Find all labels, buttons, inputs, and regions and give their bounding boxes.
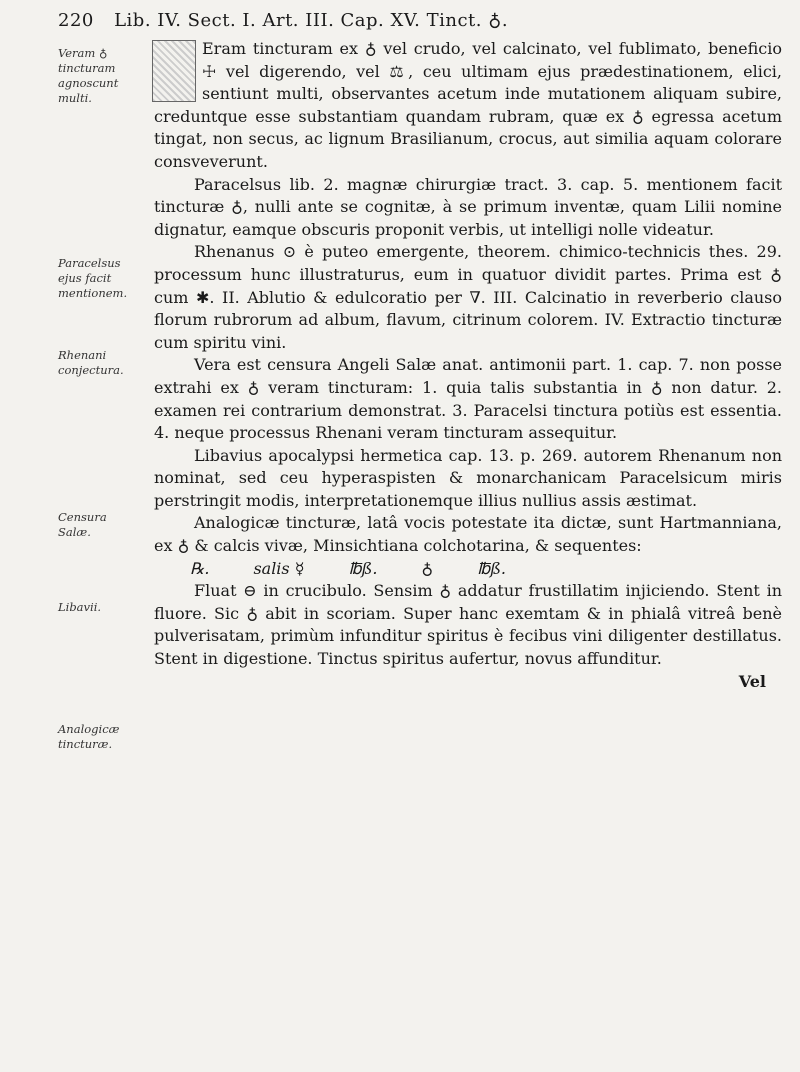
paragraph-veram: Eram tincturam ex ♁ vel crudo, vel calcinato, vel fublimato, beneficio ☩ vel digerendo, vel ⚖, ceu ultimam ejus prædestinationem, elici, sentiunt multi, observantes acetum inde mutationem aliquam subire, creduntque esse substantiam quandam rubram, quæ ex ♁ egressa acetum tingat, non secus, ac lignum Brasilianum, crocus, aut similia aquam colorare consveverunt. bbox=[154, 39, 782, 171]
recipe-quantity: ℔ß. bbox=[477, 558, 506, 578]
paragraph-censura: Vera est censura Angeli Salæ anat. antimonii part. 1. cap. 7. non posse extrahi ex ♁ veram tincturam: 1. quia talis substantia in ♁ non datur. 2. examen rei contrarium demonstrat. 3. Paracelsi tinctura potiùs est essentia. 4. neque processus Rhenani veram tincturam assequitur. bbox=[154, 355, 782, 443]
margin-note-analogicae: Analogicæ tincturæ. bbox=[58, 722, 120, 751]
recipe-sign: ℞. bbox=[190, 558, 210, 578]
margin-note-paracelsus: Paracelsus ejus facit mentionem. bbox=[58, 256, 128, 300]
margin-note-censura: Censura Salæ. bbox=[58, 510, 107, 539]
catchword: Vel bbox=[738, 671, 766, 691]
recipe-line bbox=[154, 558, 782, 581]
paragraph-rhenanus: Rhenanus ⊙ è puteo emergente, theorem. chimico-technicis thes. 29. processum hunc illustraturus, eum in quatuor dividit partes. Prima est ♁ cum ✱. II. Ablutio & edulcoratio per ∇. III. Calcinatio in reverberio clauso florum rubrorum ad album, flavum, citrinum colorem. IV. Extractio tincturæ cum spiritu vini. bbox=[154, 242, 782, 352]
recipe-ingredient: salis ☿ bbox=[253, 558, 305, 578]
running-head bbox=[58, 10, 738, 31]
decorated-initial bbox=[152, 40, 196, 102]
paragraph-analogicae: Analogicæ tincturæ, latâ vocis potestate ita dictæ, sunt Hartmanniana, ex ♁ & calcis vivæ, Minsichtiana colchotarina, & sequentes: bbox=[154, 513, 782, 556]
margin-note-veram: Veram ♁ tincturam agnoscunt multi. bbox=[58, 46, 119, 105]
paragraph-paracelsus: Paracelsus lib. 2. magnæ chirurgiæ tract. 3. cap. 5. mentionem facit tincturæ ♁, nulli ante se cognitæ, à se primum inventæ, quam Lilii nomine dignatur, eamque obscuris proponit verbis, ut intelligi nolle videatur. bbox=[154, 174, 782, 239]
recipe-quantity: ℔ß. bbox=[348, 558, 378, 578]
page-number: 220 bbox=[58, 10, 94, 31]
paragraph-fluat: Fluat ⊖ in crucibulo. Sensim ♁ addatur frustillatim injiciendo. Stent in fluore. Sic ♁ abit in scoriam. Super hanc exemtam & in phialâ vitreâ benè pulverisatam, primùm infunditur spiritus è fecibus vini diligenter destillatus. Stent in digestione. Tinctus spiritus aufertur, novus affunditur. bbox=[154, 581, 782, 669]
body-text bbox=[154, 38, 782, 693]
running-title: Lib. IV. Sect. I. Art. III. Cap. XV. Tinct. ♁. bbox=[114, 10, 509, 31]
margin-note-libavii: Libavii. bbox=[58, 600, 102, 614]
recipe-ingredient: ♁ bbox=[421, 558, 434, 578]
paragraph-libavius: Libavius apocalypsi hermetica cap. 13. p. 269. autorem Rhenanum non nominat, sed ceu hyperaspisten & monarchanicam Paracelsicum miris perstringit modis, interpretationemque illius nullius assis æstimat. bbox=[154, 445, 782, 510]
margin-note-rhenani: Rhenani conjectura. bbox=[58, 348, 124, 377]
